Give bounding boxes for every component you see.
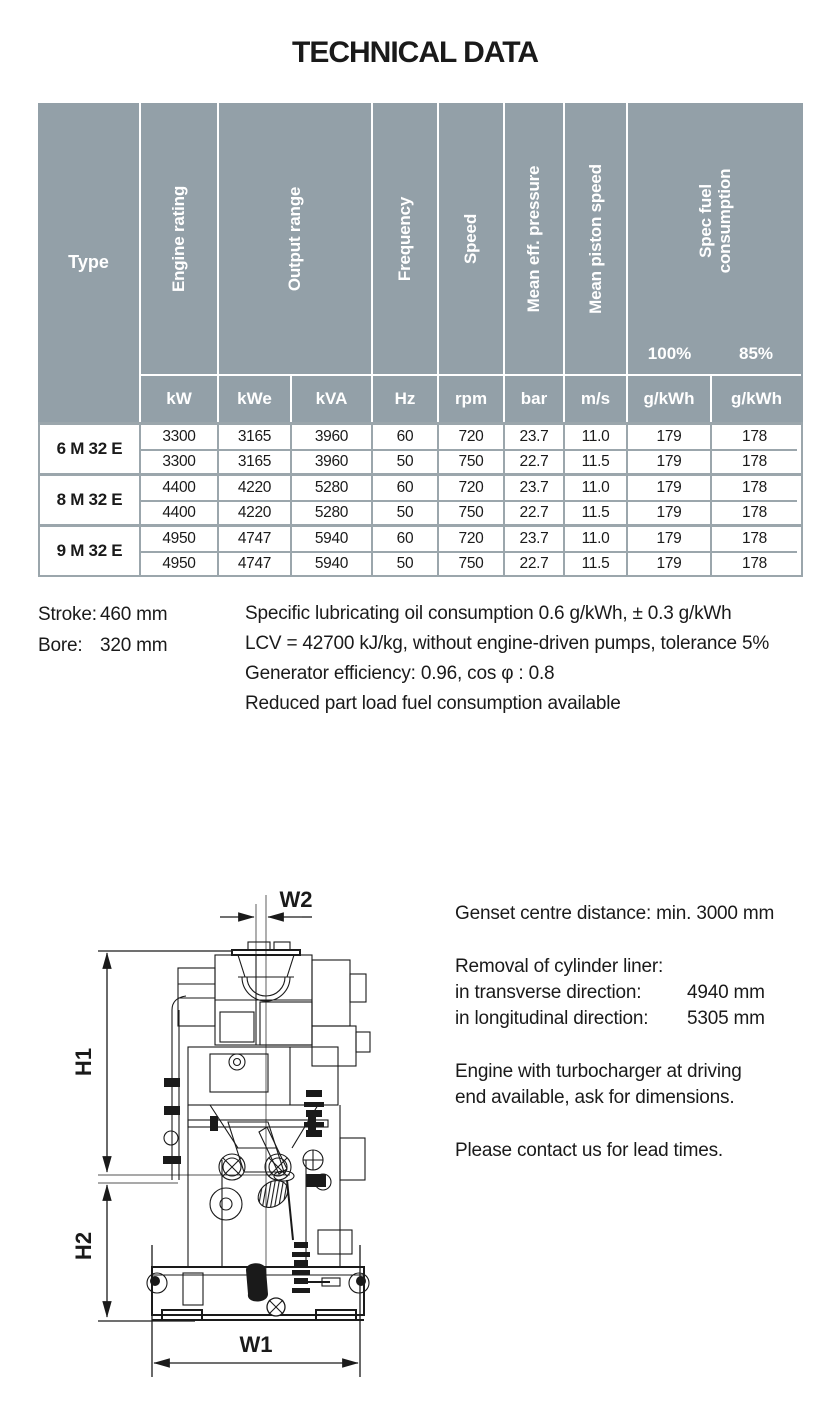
liner-longitudinal-label: in longitudinal direction: [455, 1008, 649, 1029]
table-cell: 178 [710, 527, 797, 551]
liner-transverse-label: in transverse direction: [455, 982, 642, 1003]
table-cell: 178 [710, 500, 797, 524]
dim-label-w1: W1 [239, 1332, 273, 1357]
notes-section [38, 599, 808, 719]
spec-table [38, 103, 803, 577]
table-group-9m32e [40, 524, 801, 575]
table-cell: 178 [710, 551, 797, 575]
unit-gkwh-85: g/kWh [710, 374, 801, 422]
table-cell: 11.5 [563, 551, 626, 575]
table-cell: 60 [371, 425, 437, 449]
table-cell: 4950 [139, 551, 217, 575]
table-cell: 750 [437, 500, 503, 524]
contact-note: Please contact us for lead times. [455, 1140, 723, 1161]
table-cell: 11.5 [563, 449, 626, 473]
turbo-note-line2: end available, ask for dimensions. [455, 1087, 735, 1108]
table-cell: 4400 [139, 500, 217, 524]
table-cell: 60 [371, 476, 437, 500]
table-cell: 5280 [290, 500, 371, 524]
table-cell: 23.7 [503, 527, 563, 551]
note-line: Generator efficiency: 0.96, cos φ : 0.8 [245, 663, 555, 684]
liner-longitudinal [455, 1006, 805, 1032]
unit-rpm: rpm [437, 374, 503, 422]
dim-label-h2: H2 [71, 1231, 96, 1261]
table-cell: 3300 [139, 449, 217, 473]
table-cell: 179 [626, 476, 710, 500]
liner-longitudinal-value: 5305 mm [687, 1008, 765, 1029]
table-cell: 4220 [217, 500, 290, 524]
engine-type: 9 M 32 E [56, 541, 123, 560]
stroke-value: 460 mm [100, 604, 168, 625]
table-cell: 50 [371, 551, 437, 575]
load-100-label: 100% [647, 344, 692, 363]
table-cell: 3165 [217, 425, 290, 449]
table-cell: 11.0 [563, 425, 626, 449]
spec-table-body [38, 422, 803, 577]
table-group-6m32e [40, 422, 801, 473]
dimension-h1 [71, 951, 290, 1175]
table-cell: 11.0 [563, 527, 626, 551]
unit-hz: Hz [371, 374, 437, 422]
table-cell: 60 [371, 527, 437, 551]
notes-lines [245, 599, 808, 719]
unit-gkwh-100: g/kWh [626, 374, 710, 422]
table-cell: 4220 [217, 476, 290, 500]
note-line: Specific lubricating oil consumption 0.6 g/kWh, ± 0.3 g/kWh [245, 603, 732, 624]
stroke-bore-block [38, 599, 245, 719]
header-type: Type [68, 252, 109, 272]
load-points [628, 344, 801, 364]
header-spec-fuel: Spec fuel consumption 100% 85% [626, 103, 801, 374]
bore-value: 320 mm [100, 635, 168, 656]
table-group-8m32e [40, 473, 801, 524]
engine-body [147, 942, 370, 1320]
table-cell: 720 [437, 476, 503, 500]
table-cell: 720 [437, 527, 503, 551]
liner-title: Removal of cylinder liner: [455, 956, 664, 977]
table-cell: 11.5 [563, 500, 626, 524]
stroke-label: Stroke: [38, 604, 97, 625]
table-cell: 23.7 [503, 476, 563, 500]
table-cell: 178 [710, 476, 797, 500]
table-cell: 4747 [217, 551, 290, 575]
unit-kw: kW [139, 374, 217, 422]
dim-label-w2: W2 [279, 887, 313, 912]
table-cell: 178 [710, 425, 797, 449]
liner-transverse [455, 980, 805, 1006]
table-cell: 5940 [290, 527, 371, 551]
dim-label-h1: H1 [71, 1047, 96, 1077]
table-cell: 750 [437, 551, 503, 575]
table-cell: 750 [437, 449, 503, 473]
table-cell: 22.7 [503, 500, 563, 524]
table-cell: 179 [626, 425, 710, 449]
page-title: TECHNICAL DATA [292, 36, 538, 69]
table-cell: 5940 [290, 551, 371, 575]
table-cell: 179 [626, 500, 710, 524]
table-cell: 3960 [290, 449, 371, 473]
load-85-label: 85% [739, 344, 774, 363]
table-cell: 50 [371, 449, 437, 473]
table-cell: 178 [710, 449, 797, 473]
table-cell: 23.7 [503, 425, 563, 449]
table-cell: 50 [371, 500, 437, 524]
table-cell: 4950 [139, 527, 217, 551]
table-cell: 3300 [139, 425, 217, 449]
header-speed: Speed [437, 103, 503, 374]
header-output-range: Output range [217, 103, 371, 374]
engine-type: 6 M 32 E [56, 439, 123, 458]
dimension-h2 [71, 1183, 195, 1321]
spec-table-header [38, 103, 803, 422]
unit-kva: kVA [290, 374, 371, 422]
engine-front-view-svg [60, 880, 460, 1405]
table-cell: 11.0 [563, 476, 626, 500]
note-line: LCV = 42700 kJ/kg, without engine-driven pumps, tolerance 5% [245, 633, 770, 654]
info-section [455, 901, 805, 1164]
table-cell: 22.7 [503, 551, 563, 575]
table-cell: 22.7 [503, 449, 563, 473]
liner-transverse-value: 4940 mm [687, 982, 765, 1003]
engine-dimension-drawing [60, 880, 460, 1410]
table-cell: 3960 [290, 425, 371, 449]
header-mean-piston-speed: Mean piston speed [563, 103, 626, 374]
table-cell: 4747 [217, 527, 290, 551]
table-cell: 179 [626, 449, 710, 473]
header-engine-rating: Engine rating [139, 103, 217, 374]
unit-bar: bar [503, 374, 563, 422]
bore-label: Bore: [38, 635, 83, 656]
header-mean-eff-pressure: Mean eff. pressure [503, 103, 563, 374]
note-line: Reduced part load fuel consumption available [245, 693, 621, 714]
unit-ms: m/s [563, 374, 626, 422]
table-cell: 720 [437, 425, 503, 449]
table-cell: 179 [626, 551, 710, 575]
table-cell: 5280 [290, 476, 371, 500]
table-cell: 4400 [139, 476, 217, 500]
unit-kwe: kWe [217, 374, 290, 422]
engine-type: 8 M 32 E [56, 490, 123, 509]
header-frequency: Frequency [371, 103, 437, 374]
table-cell: 179 [626, 527, 710, 551]
turbo-note-line1: Engine with turbocharger at driving [455, 1061, 742, 1082]
genset-distance: Genset centre distance: min. 3000 mm [455, 903, 775, 924]
table-cell: 3165 [217, 449, 290, 473]
